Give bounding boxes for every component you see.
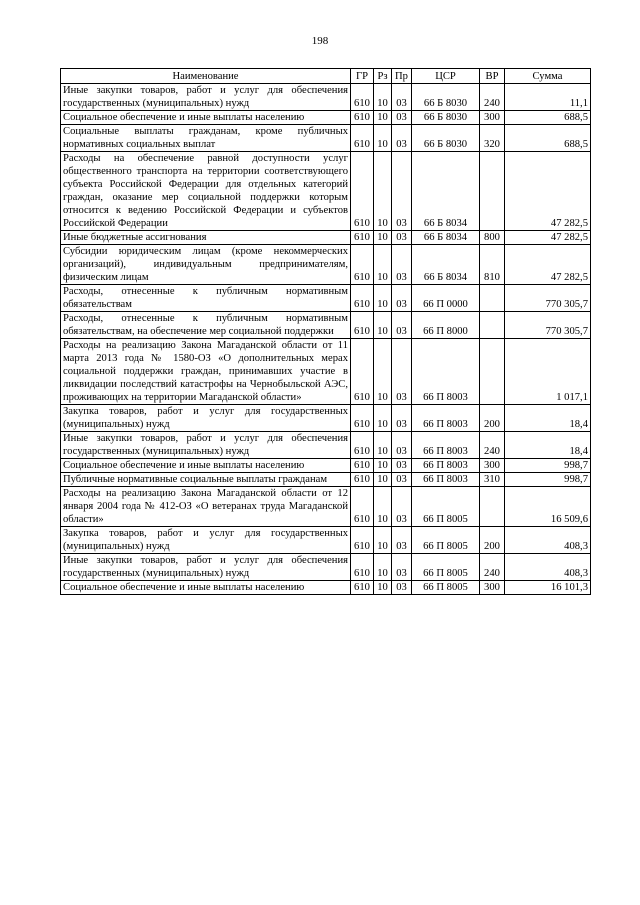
cell-vr: 300	[480, 459, 505, 473]
table-row	[61, 312, 591, 339]
cell-name: Закупка товаров, работ и услуг для государственных (муниципальных) нужд	[61, 405, 351, 432]
cell-csr: 66 Б 8030	[412, 84, 480, 111]
cell-name: Субсидии юридическим лицам (кроме некоммерческих организаций), индивидуальным предпринимателям, физическим лицам	[61, 245, 351, 285]
table-row	[61, 339, 591, 405]
cell-vr: 200	[480, 405, 505, 432]
cell-name: Расходы на обеспечение равной доступности услуг общественного транспорта на территории соответствующего субъекта Российской Федерации для отдельных категорий граждан, оказание мер социальной поддержки которым относится к ведению Российской Федерации и субъектов Российской Федерации	[61, 152, 351, 231]
cell-gr: 610	[351, 527, 374, 554]
cell-csr: 66 П 8003	[412, 432, 480, 459]
cell-name: Расходы, отнесенные к публичным нормативным обязательствам	[61, 285, 351, 312]
cell-csr: 66 П 8003	[412, 339, 480, 405]
cell-name: Расходы на реализацию Закона Магаданской области от 11 марта 2013 года № 1580-ОЗ «О дополнительных мерах социальной поддержки граждан, принимавших участие в ликвидации последствий катастрофы на Чернобыльской АЭС, проживающих на территории Магаданской области»	[61, 339, 351, 405]
cell-name: Социальное обеспечение и иные выплаты населению	[61, 459, 351, 473]
table-row	[61, 152, 591, 231]
cell-pr: 03	[392, 84, 412, 111]
header-rz: Рз	[374, 69, 392, 84]
cell-vr	[480, 285, 505, 312]
cell-sum: 408,3	[505, 554, 591, 581]
cell-gr: 610	[351, 473, 374, 487]
table-row	[61, 245, 591, 285]
cell-rz: 10	[374, 125, 392, 152]
cell-rz: 10	[374, 152, 392, 231]
table-row	[61, 84, 591, 111]
cell-csr: 66 Б 8030	[412, 125, 480, 152]
cell-rz: 10	[374, 554, 392, 581]
cell-rz: 10	[374, 285, 392, 312]
table-header-row	[61, 69, 591, 84]
cell-csr: 66 Б 8034	[412, 231, 480, 245]
cell-gr: 610	[351, 459, 374, 473]
cell-gr: 610	[351, 312, 374, 339]
cell-pr: 03	[392, 125, 412, 152]
cell-vr: 310	[480, 473, 505, 487]
cell-sum: 770 305,7	[505, 285, 591, 312]
cell-gr: 610	[351, 487, 374, 527]
cell-name: Социальное обеспечение и иные выплаты населению	[61, 111, 351, 125]
cell-vr: 300	[480, 581, 505, 595]
cell-vr: 240	[480, 554, 505, 581]
cell-csr: 66 П 8003	[412, 405, 480, 432]
cell-name: Публичные нормативные социальные выплаты гражданам	[61, 473, 351, 487]
header-sum: Сумма	[505, 69, 591, 84]
cell-name: Расходы на реализацию Закона Магаданской области от 12 января 2004 года № 412-ОЗ «О ветеранах труда Магаданской области»	[61, 487, 351, 527]
table-row	[61, 405, 591, 432]
table-row	[61, 231, 591, 245]
cell-gr: 610	[351, 125, 374, 152]
cell-sum: 998,7	[505, 473, 591, 487]
cell-sum: 11,1	[505, 84, 591, 111]
cell-pr: 03	[392, 432, 412, 459]
cell-name: Иные закупки товаров, работ и услуг для обеспечения государственных (муниципальных) нужд	[61, 84, 351, 111]
table-row	[61, 432, 591, 459]
cell-sum: 18,4	[505, 405, 591, 432]
cell-sum: 47 282,5	[505, 231, 591, 245]
cell-name: Социальные выплаты гражданам, кроме публичных нормативных социальных выплат	[61, 125, 351, 152]
cell-pr: 03	[392, 245, 412, 285]
cell-sum: 16 509,6	[505, 487, 591, 527]
cell-pr: 03	[392, 152, 412, 231]
cell-pr: 03	[392, 459, 412, 473]
cell-name: Социальное обеспечение и иные выплаты населению	[61, 581, 351, 595]
cell-name: Расходы, отнесенные к публичным нормативным обязательствам, на обеспечение мер социальной поддержки	[61, 312, 351, 339]
cell-sum: 998,7	[505, 459, 591, 473]
header-csr: ЦСР	[412, 69, 480, 84]
cell-name: Иные закупки товаров, работ и услуг для обеспечения государственных (муниципальных) нужд	[61, 554, 351, 581]
cell-rz: 10	[374, 473, 392, 487]
cell-gr: 610	[351, 339, 374, 405]
header-vr: ВР	[480, 69, 505, 84]
table-row	[61, 554, 591, 581]
cell-pr: 03	[392, 527, 412, 554]
cell-name: Закупка товаров, работ и услуг для государственных (муниципальных) нужд	[61, 527, 351, 554]
cell-rz: 10	[374, 245, 392, 285]
table-row	[61, 581, 591, 595]
cell-vr	[480, 152, 505, 231]
cell-pr: 03	[392, 581, 412, 595]
cell-gr: 610	[351, 152, 374, 231]
cell-sum: 770 305,7	[505, 312, 591, 339]
cell-rz: 10	[374, 527, 392, 554]
cell-sum: 47 282,5	[505, 245, 591, 285]
cell-rz: 10	[374, 231, 392, 245]
cell-pr: 03	[392, 473, 412, 487]
cell-csr: 66 П 8005	[412, 581, 480, 595]
cell-rz: 10	[374, 581, 392, 595]
cell-gr: 610	[351, 581, 374, 595]
cell-pr: 03	[392, 312, 412, 339]
cell-vr: 240	[480, 84, 505, 111]
cell-gr: 610	[351, 231, 374, 245]
table-row	[61, 111, 591, 125]
cell-csr: 66 Б 8034	[412, 245, 480, 285]
cell-rz: 10	[374, 432, 392, 459]
cell-vr: 810	[480, 245, 505, 285]
cell-csr: 66 П 8005	[412, 554, 480, 581]
table-row	[61, 527, 591, 554]
cell-csr: 66 Б 8030	[412, 111, 480, 125]
cell-sum: 16 101,3	[505, 581, 591, 595]
cell-csr: 66 П 0000	[412, 285, 480, 312]
header-gr: ГР	[351, 69, 374, 84]
cell-gr: 610	[351, 405, 374, 432]
cell-rz: 10	[374, 487, 392, 527]
cell-gr: 610	[351, 285, 374, 312]
cell-pr: 03	[392, 339, 412, 405]
cell-sum: 18,4	[505, 432, 591, 459]
cell-rz: 10	[374, 459, 392, 473]
cell-csr: 66 П 8005	[412, 527, 480, 554]
cell-name: Иные бюджетные ассигнования	[61, 231, 351, 245]
table-body	[61, 84, 591, 595]
cell-sum: 688,5	[505, 125, 591, 152]
cell-csr: 66 П 8003	[412, 473, 480, 487]
cell-rz: 10	[374, 312, 392, 339]
cell-gr: 610	[351, 554, 374, 581]
header-name: Наименование	[61, 69, 351, 84]
cell-pr: 03	[392, 487, 412, 527]
budget-table	[60, 68, 591, 595]
cell-csr: 66 П 8000	[412, 312, 480, 339]
table-row	[61, 473, 591, 487]
cell-sum: 1 017,1	[505, 339, 591, 405]
cell-pr: 03	[392, 111, 412, 125]
cell-vr	[480, 339, 505, 405]
table-row	[61, 487, 591, 527]
cell-csr: 66 П 8003	[412, 459, 480, 473]
cell-gr: 610	[351, 111, 374, 125]
cell-vr: 200	[480, 527, 505, 554]
table-row	[61, 125, 591, 152]
cell-sum: 47 282,5	[505, 152, 591, 231]
cell-sum: 408,3	[505, 527, 591, 554]
cell-pr: 03	[392, 231, 412, 245]
cell-csr: 66 Б 8034	[412, 152, 480, 231]
cell-gr: 610	[351, 245, 374, 285]
cell-rz: 10	[374, 339, 392, 405]
cell-rz: 10	[374, 111, 392, 125]
table-row	[61, 285, 591, 312]
page-number: 198	[311, 35, 329, 47]
cell-sum: 688,5	[505, 111, 591, 125]
cell-gr: 610	[351, 432, 374, 459]
cell-vr	[480, 487, 505, 527]
cell-gr: 610	[351, 84, 374, 111]
cell-pr: 03	[392, 285, 412, 312]
cell-vr: 300	[480, 111, 505, 125]
cell-rz: 10	[374, 84, 392, 111]
cell-rz: 10	[374, 405, 392, 432]
cell-vr: 800	[480, 231, 505, 245]
header-pr: Пр	[392, 69, 412, 84]
cell-pr: 03	[392, 405, 412, 432]
cell-csr: 66 П 8005	[412, 487, 480, 527]
table-row	[61, 459, 591, 473]
cell-vr	[480, 312, 505, 339]
cell-vr: 240	[480, 432, 505, 459]
cell-vr: 320	[480, 125, 505, 152]
cell-name: Иные закупки товаров, работ и услуг для обеспечения государственных (муниципальных) нужд	[61, 432, 351, 459]
cell-pr: 03	[392, 554, 412, 581]
